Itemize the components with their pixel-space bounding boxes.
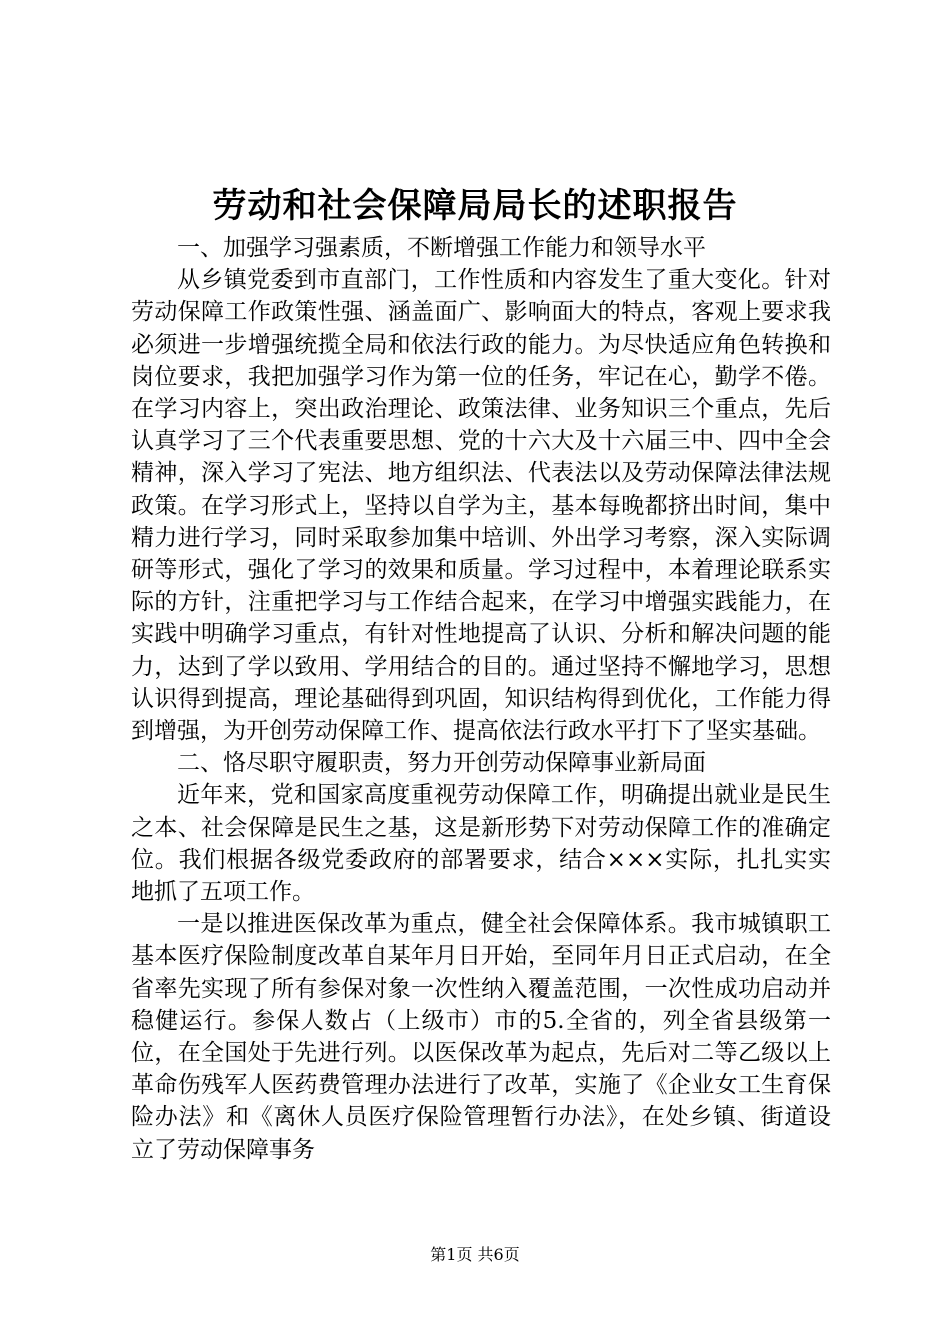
document-body [131, 232, 831, 1166]
paragraph-3: 一是以推进医保改革为重点，健全社会保障体系。我市城镇职工基本医疗保险制度改革自某年月日开始，至同年月日正式启动，在全省率先实现了所有参保对象一次性纳入覆盖范围，一次性成功启动并稳健运行。参保人数占（上级市）市的5.全省的，列全省县级第一位，在全国处于先进行列。以医保改革为起点，先后对二等乙级以上革命伤残军人医药费管理办法进行了改革，实施了《企业女工生育保险办法》和《离休人员医疗保险管理暂行办法》，在处乡镇、街道设立了劳动保障事务 [131, 911, 831, 1163]
section-heading-1: 一、加强学习强素质，不断增强工作能力和领导水平 [177, 235, 706, 261]
section-heading-2: 二、恪尽职守履职责，努力开创劳动保障事业新局面 [177, 750, 706, 777]
paragraph-1: 从乡镇党委到市直部门，工作性质和内容发生了重大变化。针对劳动保障工作政策性强、涵盖面广、影响面大的特点，客观上要求我必须进一步增强统揽全局和依法行政的能力。为尽快适应角色转换和岗位要求，我把加强学习作为第一位的任务，牢记在心，勤学不倦。在学习内容上，突出政治理论、政策法律、业务知识三个重点，先后认真学习了三个代表重要思想、党的十六大及十六届三中、四中全会精神，深入学习了宪法、地方组织法、代表法以及劳动保障法律法规政策。在学习形式上，坚持以自学为主，基本每晚都挤出时间，集中精力进行学习，同时采取参加集中培训、外出学习考察，深入实际调研等形式，强化了学习的效果和质量。学习过程中，本着理论联系实际的方针，注重把学习与工作结合起来，在学习中增强实践能力，在实践中明确学习重点，有针对性地提高了认识、分析和解决问题的能力，达到了学以致用、学用结合的目的。通过坚持不懈地学习，思想认识得到提高，理论基础得到巩固，知识结构得到优化，工作能力得到增强，为开创劳动保障工作、提高依法行政水平打下了坚实基础。 [131, 267, 831, 745]
page-footer: 第1页 共6页 [430, 1245, 520, 1264]
document-title: 劳动和社会保障局局长的述职报告 [212, 186, 738, 226]
paragraph-2: 近年来，党和国家高度重视劳动保障工作，明确提出就业是民生之本、社会保障是民生之基，这是新形势下对劳动保障工作的准确定位。我们根据各级党委政府的部署要求，结合×××实际，扎扎实实地抓了五项工作。 [131, 782, 831, 906]
